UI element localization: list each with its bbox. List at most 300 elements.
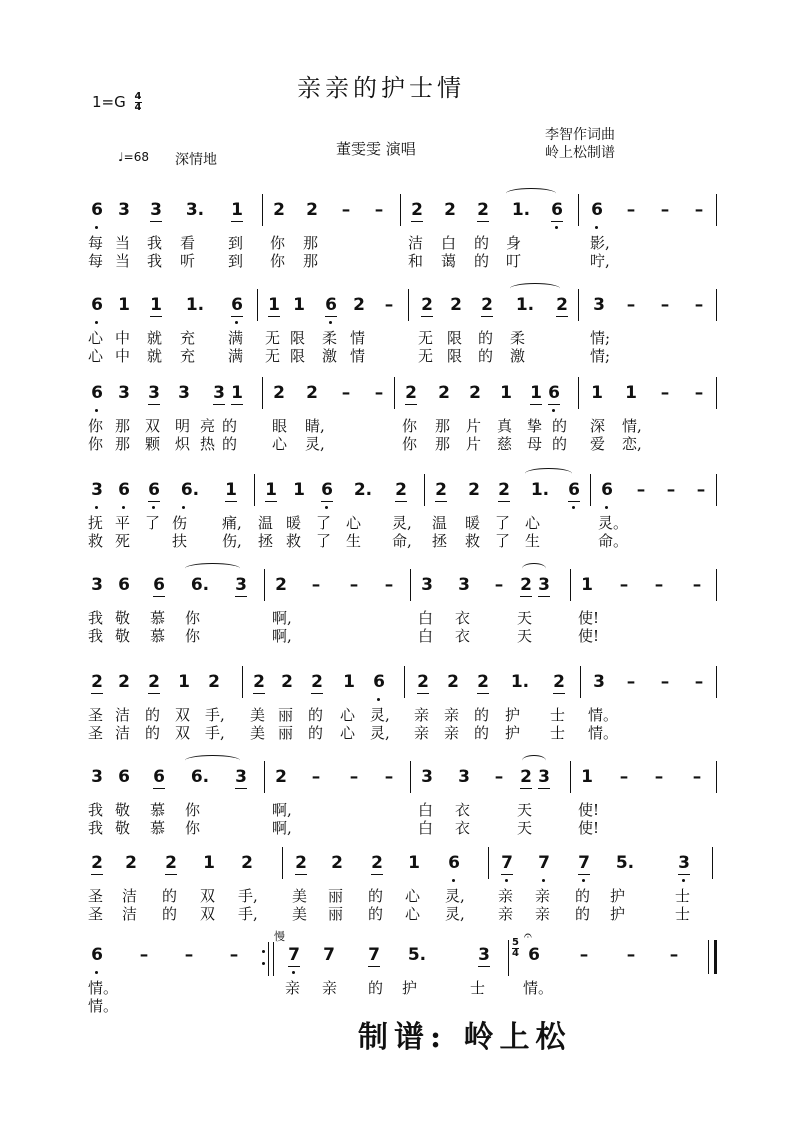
note: 1 [581, 767, 593, 787]
signature-mark: 制谱: 岭上松 [358, 1020, 572, 1055]
lyric-word: 深 [590, 417, 606, 435]
lyric-word: 的 [308, 724, 324, 742]
lyric-word: 母 [527, 435, 543, 453]
lyric-word: 美 [292, 887, 308, 905]
lyric-word: 使! [578, 609, 600, 627]
note: 1 [228, 383, 246, 403]
note: 3 [458, 575, 470, 595]
lyric-word: 情。 [588, 724, 619, 742]
note: – [229, 945, 239, 965]
lyric-word: 的 [368, 887, 384, 905]
lyric-word: 亲 [414, 706, 430, 724]
lyric-word: 美 [250, 724, 266, 742]
lyric-word: 的 [368, 979, 384, 997]
lyric-word: 我 [88, 801, 104, 819]
barline [488, 847, 489, 879]
note: 6 [528, 945, 540, 965]
slur [185, 563, 240, 574]
lyric-word: 士 [675, 905, 691, 923]
lyric-word: 的 [478, 347, 494, 365]
note: – [692, 575, 702, 595]
barline [570, 761, 571, 793]
lyric-word: 充 [180, 347, 196, 365]
note: 6 [228, 295, 246, 315]
note: 2 [275, 767, 287, 787]
lyric-word: 士 [675, 887, 691, 905]
lyric-word: 亲 [535, 905, 551, 923]
lyric-word: 那 [303, 234, 319, 252]
lyric-word: 双 [175, 706, 191, 724]
lyric-word: 救 [286, 532, 302, 550]
barline [410, 761, 411, 793]
lyric-word: 咛, [590, 252, 610, 270]
meter-change [512, 938, 519, 959]
note: 2 [275, 575, 287, 595]
lyric-word: 衣 [455, 609, 471, 627]
note: – [139, 945, 149, 965]
note: 3 [675, 853, 693, 873]
note: 6 [445, 853, 463, 873]
lyric-word: 的 [474, 706, 490, 724]
lyric-word: 士 [550, 724, 566, 742]
note: 3 [147, 200, 165, 220]
lyric-word: 了 [145, 514, 161, 532]
lyric-word: 叮 [506, 252, 522, 270]
note: 6 [88, 200, 106, 220]
barline [712, 847, 713, 879]
lyric-word: 情。 [588, 706, 619, 724]
note: 3 [535, 767, 553, 787]
note: 3 [118, 200, 130, 220]
note: 2 [118, 672, 130, 692]
lyric-word: 情 [350, 329, 366, 347]
lyric-word: 扶 [172, 532, 188, 550]
note: 3 [535, 575, 553, 595]
note: 6. [175, 480, 205, 500]
note: – [374, 200, 384, 220]
lyric-word: 充 [180, 329, 196, 347]
lyric-word: 命, [392, 532, 412, 550]
lyric-word: 救 [465, 532, 481, 550]
note: – [311, 575, 321, 595]
note: 2 [550, 672, 568, 692]
note: – [669, 945, 679, 965]
note: 2 [308, 672, 326, 692]
lyric-word: 满 [228, 347, 244, 365]
note: – [184, 945, 194, 965]
lyric-word: 片 [466, 417, 482, 435]
note: 1. [511, 200, 531, 220]
lyric-word: 护 [402, 979, 418, 997]
barline [242, 666, 243, 698]
slur [506, 188, 556, 199]
lyric-word: 灵, [445, 887, 465, 905]
lyric-word: 的 [162, 905, 178, 923]
barline [716, 474, 717, 506]
note: 3 [88, 480, 106, 500]
lyric-word: 无 [418, 329, 434, 347]
note: 1 [222, 480, 240, 500]
lyric-word: 亲 [498, 905, 514, 923]
lyric-word: 衣 [455, 801, 471, 819]
lyric-word: 平 [115, 514, 131, 532]
note: 6 [318, 480, 336, 500]
note: – [619, 575, 629, 595]
lyric-word: 限 [447, 329, 463, 347]
note: 3 [118, 383, 130, 403]
note: 2 [402, 383, 420, 403]
lyric-word: 洁 [122, 887, 138, 905]
note: 6 [150, 767, 168, 787]
lyric-word: 柔 [322, 329, 338, 347]
lyric-word: 当 [115, 234, 131, 252]
lyric-word: 洁 [408, 234, 424, 252]
lyric-word: 心 [340, 706, 356, 724]
note: 6 [370, 672, 388, 692]
lyric-word: 的 [575, 887, 591, 905]
tempo-mark: ♩=68 [118, 150, 149, 164]
lyric-word: 看 [180, 234, 196, 252]
repeat-dot-bottom [262, 962, 265, 965]
note: 2 [250, 672, 268, 692]
note: 2 [450, 295, 462, 315]
composer-credit: 李智作词曲 [545, 127, 615, 143]
lyric-word: 的 [222, 417, 238, 435]
lyric-word: 洁 [122, 905, 138, 923]
note: 1 [203, 853, 215, 873]
slur [522, 563, 546, 574]
note: 6 [588, 200, 606, 220]
note: 2 [145, 672, 163, 692]
lyric-word: 到 [228, 252, 244, 270]
lyric-word: 抚 [88, 514, 104, 532]
note: 1 [625, 383, 637, 403]
note: – [696, 480, 706, 500]
lyric-word: 颗 [145, 435, 161, 453]
repeat-barline [268, 942, 274, 976]
note: – [692, 767, 702, 787]
note: 2 [88, 853, 106, 873]
lyric-word: 灵, [370, 724, 390, 742]
lyric-word: 拯 [432, 532, 448, 550]
note: 2 [306, 383, 318, 403]
lyric-word: 命。 [598, 532, 629, 550]
note: 3 [421, 767, 433, 787]
expression-mark: 深情地 [175, 152, 217, 168]
lyric-word: 天 [517, 801, 533, 819]
barline [578, 377, 579, 409]
lyric-word: 的 [552, 435, 568, 453]
lyric-word: 护 [610, 887, 626, 905]
barline [254, 474, 255, 506]
lyric-word: 了 [495, 514, 511, 532]
barline [508, 940, 509, 976]
barline [264, 761, 265, 793]
lyric-word: 天 [517, 609, 533, 627]
lyric-word: 天 [517, 819, 533, 837]
lyric-word: 美 [292, 905, 308, 923]
lyric-word: 到 [228, 234, 244, 252]
note: 6 [150, 575, 168, 595]
lyric-word: 中 [115, 347, 131, 365]
note: 5. [615, 853, 635, 873]
lyric-word: 亲 [444, 724, 460, 742]
lyric-word: 救 [88, 532, 104, 550]
note: 6 [545, 383, 563, 403]
barline [408, 289, 409, 321]
note: 7 [323, 945, 335, 965]
lyric-word: 当 [115, 252, 131, 270]
lyric-word: 明 [175, 417, 191, 435]
note: – [349, 767, 359, 787]
lyric-word: 护 [610, 905, 626, 923]
barline [578, 194, 579, 226]
meter-change-denominator: 4 [512, 948, 519, 959]
lyric-word: 心 [405, 887, 421, 905]
note: – [341, 200, 351, 220]
lyric-word: 情; [590, 329, 611, 347]
lyric-word: 亲 [444, 706, 460, 724]
note: 2 [474, 200, 492, 220]
note: – [384, 575, 394, 595]
lyric-word: 敬 [115, 801, 131, 819]
lyric-word: 衣 [455, 627, 471, 645]
note: 1. [510, 672, 530, 692]
lyric-word: 情。 [88, 997, 119, 1015]
lyric-word: 情 [350, 347, 366, 365]
lyric-word: 亲 [285, 979, 301, 997]
note: 3 [232, 767, 250, 787]
lyric-word: 圣 [88, 887, 104, 905]
barline [262, 194, 263, 226]
lyric-word: 和 [408, 252, 424, 270]
note: – [626, 295, 636, 315]
lyric-word: 片 [466, 435, 482, 453]
note: 2 [281, 672, 293, 692]
lyric-word: 爱 [590, 435, 606, 453]
lyric-word: 白 [441, 234, 457, 252]
note: – [494, 575, 504, 595]
lyric-word: 身 [506, 234, 522, 252]
lyric-word: 中 [115, 329, 131, 347]
note: 7 [535, 853, 553, 873]
lyric-word: 洁 [115, 706, 131, 724]
lyric-word: 影, [590, 234, 610, 252]
lyric-word: 护 [505, 724, 521, 742]
lyric-word: 使! [578, 627, 600, 645]
lyric-word: 柔 [510, 329, 526, 347]
note: 2 [414, 672, 432, 692]
note: 2 [241, 853, 253, 873]
lyric-word: 的 [222, 435, 238, 453]
lyric-word: 暖 [465, 514, 481, 532]
note: 2 [162, 853, 180, 873]
note: 6 [118, 767, 130, 787]
note: 7 [498, 853, 516, 873]
lyric-word: 你 [185, 819, 201, 837]
note: 2 [273, 200, 285, 220]
lyric-word: 听 [180, 252, 196, 270]
lyric-word: 敬 [115, 819, 131, 837]
note: 6 [118, 575, 130, 595]
note: 6 [115, 480, 133, 500]
note: 6 [565, 480, 583, 500]
note: 1 [408, 853, 420, 873]
note: – [384, 767, 394, 787]
note: – [341, 383, 351, 403]
lyric-word: 无 [265, 347, 281, 365]
note: 6. [190, 767, 210, 787]
lyric-word: 就 [147, 347, 163, 365]
note: 1. [185, 295, 205, 315]
lyric-word: 的 [145, 724, 161, 742]
note: – [694, 383, 704, 403]
lyric-word: 丽 [278, 724, 294, 742]
lyric-word: 我 [88, 627, 104, 645]
key-text: 1=G [92, 93, 126, 111]
barline [716, 666, 717, 698]
note: 7 [285, 945, 303, 965]
note: – [579, 945, 589, 965]
note: – [660, 383, 670, 403]
lyric-word: 士 [470, 979, 486, 997]
lyric-word: 拯 [258, 532, 274, 550]
lyric-word: 亲 [322, 979, 338, 997]
barline [716, 569, 717, 601]
lyric-word: 心 [525, 514, 541, 532]
barline [257, 289, 258, 321]
lyric-word: 心 [405, 905, 421, 923]
lyric-word: 生 [525, 532, 541, 550]
lyric-word: 双 [175, 724, 191, 742]
lyric-word: 我 [147, 234, 163, 252]
final-barline [708, 940, 717, 974]
note: – [660, 200, 670, 220]
lyric-word: 生 [346, 532, 362, 550]
lyric-word: 手, [238, 887, 258, 905]
lyric-word: 使! [578, 801, 600, 819]
lyric-word: 的 [308, 706, 324, 724]
lyric-word: 了 [316, 532, 332, 550]
barline [716, 377, 717, 409]
lyric-word: 你 [88, 417, 104, 435]
time-numerator: 4 [134, 91, 142, 102]
lyric-word: 的 [474, 724, 490, 742]
note: 3 [91, 767, 103, 787]
note: 3 [475, 945, 493, 965]
note: 2 [438, 383, 450, 403]
lyric-word: 就 [147, 329, 163, 347]
note: 2 [495, 480, 513, 500]
barline [590, 474, 591, 506]
note: – [654, 575, 664, 595]
lyric-word: 啊, [272, 801, 292, 819]
note: 2 [478, 295, 496, 315]
note: 3 [210, 383, 228, 403]
lyric-word: 那 [435, 417, 451, 435]
lyric-word: 白 [418, 609, 434, 627]
barline [580, 666, 581, 698]
note: 2 [469, 383, 481, 403]
note: 2 [306, 200, 318, 220]
note: 3 [458, 767, 470, 787]
lyric-word: 心 [88, 329, 104, 347]
note: 1 [293, 480, 305, 500]
note: 2. [353, 480, 373, 500]
lyric-word: 士 [550, 706, 566, 724]
lyric-word: 慕 [150, 609, 166, 627]
lyric-word: 你 [270, 234, 286, 252]
lyric-word: 了 [316, 514, 332, 532]
lyric-word: 圣 [88, 905, 104, 923]
note: 1 [178, 672, 190, 692]
note: 6 [598, 480, 616, 500]
note: 1 [262, 480, 280, 500]
lyric-word: 手, [205, 706, 225, 724]
note: – [694, 295, 704, 315]
note: 3 [91, 575, 103, 595]
lyric-word: 啊, [272, 819, 292, 837]
lyric-word: 痛, [222, 514, 242, 532]
fermata-icon: 𝄐 [524, 928, 532, 944]
note: 1 [591, 383, 603, 403]
lyric-word: 慕 [150, 819, 166, 837]
lyric-word: 天 [517, 627, 533, 645]
note: 2 [517, 575, 535, 595]
lyric-word: 限 [290, 347, 306, 365]
lyric-word: 使! [578, 819, 600, 837]
note: 1 [228, 200, 246, 220]
lyric-word: 你 [270, 252, 286, 270]
lyric-word: 圣 [88, 724, 104, 742]
note: 1. [530, 480, 550, 500]
note: 2 [418, 295, 436, 315]
lyric-word: 伤, [222, 532, 242, 550]
barline [578, 289, 579, 321]
note: – [349, 575, 359, 595]
lyric-word: 热 [200, 435, 216, 453]
lyric-word: 慕 [150, 627, 166, 645]
lyric-word: 伤 [172, 514, 188, 532]
lyric-word: 限 [447, 347, 463, 365]
lyric-word: 双 [200, 887, 216, 905]
lyric-word: 你 [185, 627, 201, 645]
lyric-word: 我 [147, 252, 163, 270]
note: 3 [145, 383, 163, 403]
lyric-word: 心 [346, 514, 362, 532]
lyric-word: 敬 [115, 627, 131, 645]
barline [410, 569, 411, 601]
lyric-word: 满 [228, 329, 244, 347]
note: 6 [322, 295, 340, 315]
slur [185, 755, 240, 766]
lyric-word: 的 [145, 706, 161, 724]
note: 3 [421, 575, 433, 595]
barline [424, 474, 425, 506]
note: 2 [273, 383, 285, 403]
note: 2 [474, 672, 492, 692]
note: 1 [500, 383, 512, 403]
note: 3 [232, 575, 250, 595]
lyric-word: 的 [474, 252, 490, 270]
note: 1 [581, 575, 593, 595]
performer-credit: 董雯雯 演唱 [336, 140, 416, 158]
note: – [626, 672, 636, 692]
lyric-word: 的 [162, 887, 178, 905]
song-title: 亲亲的护士情 [297, 74, 465, 102]
lyric-word: 灵, [392, 514, 412, 532]
note: – [660, 295, 670, 315]
